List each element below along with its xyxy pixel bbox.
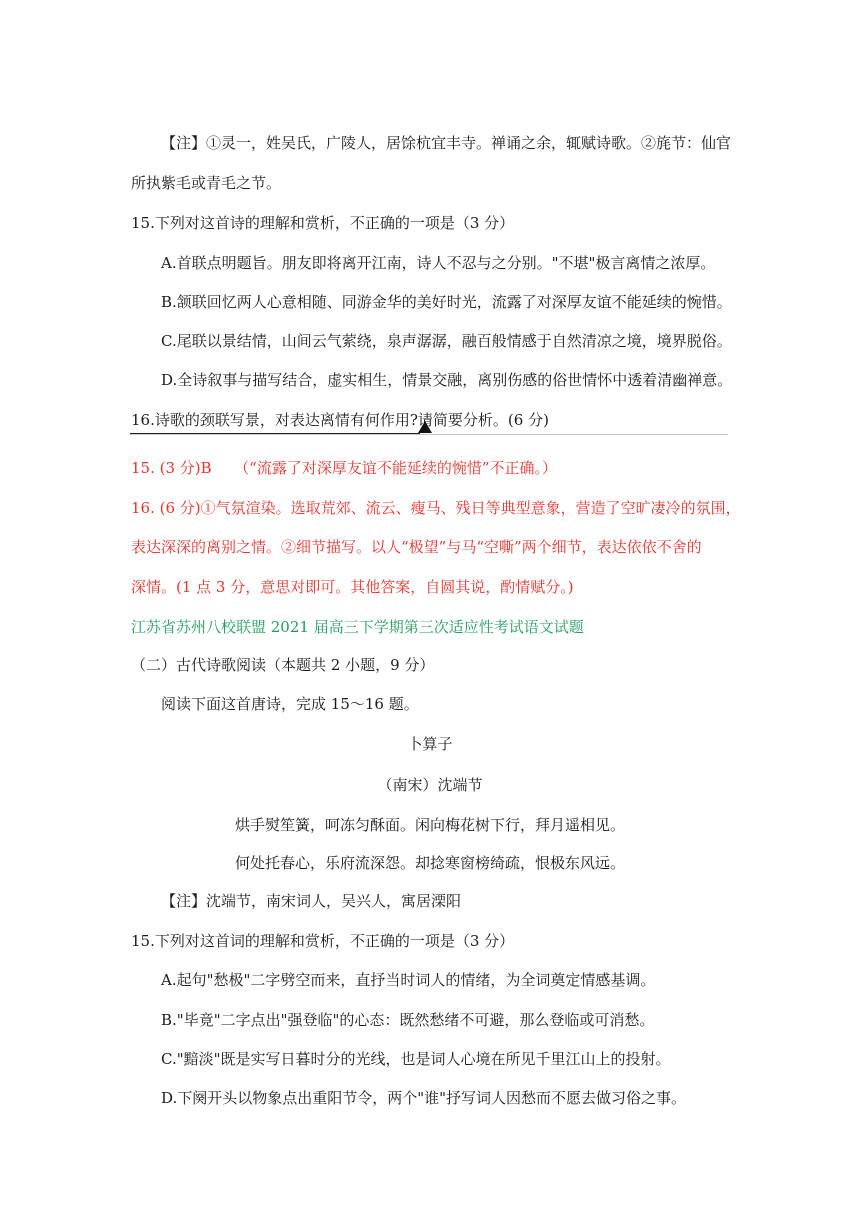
option-c-2: C."黯淡"既是实写日暮时分的光线，也是词人心境在所见千里江山上的投射。 [161, 1050, 671, 1068]
option-b-2: B."毕竟"二字点出"强登临"的心态：既然愁绪不可避，那么登临或可消愁。 [161, 1011, 655, 1029]
option-a: A.首联点明题旨。朋友即将离开江南，诗人不忍与之分别。"不堪"极言离情之浓厚。 [161, 254, 716, 272]
poem-author: （南宋）沈端节 [377, 776, 483, 794]
answer-16-line-3: 深情。(1 点 3 分，意思对即可。其他答案，自圆其说，酌情赋分。) [131, 578, 574, 596]
option-c: C.尾联以景结情，山间云气萦绕，泉声潺潺，融百般情感于自然清凉之境，境界脱俗。 [161, 332, 732, 350]
divider [130, 434, 728, 435]
option-d: D.全诗叙事与描写结合，虚实相生，情景交融，离别伤感的俗世情怀中透着清幽禅意。 [161, 371, 733, 389]
question-16-stem: 16.诗歌的颈联写景，对表达离情有何作用?请简要分析。(6 分) [131, 411, 549, 429]
question-15-stem: 15.下列对这首诗的理解和赏析，不正确的一项是（3 分） [131, 214, 515, 232]
answer-16-line-2: 表达深深的离别之情。②细节描写。以人“极望”与马“空嘶”两个细节，表达依依不舍的 [131, 538, 702, 556]
source-title: 江苏省苏州八校联盟 2021 届高三下学期第三次适应性考试语文试题 [131, 618, 584, 636]
note-line-2: 所执紫毛或青毛之节。 [131, 174, 282, 192]
poem-line-2: 何处托春心，乐府流深怨。却捻寒窗榜绮疏，恨极东风远。 [234, 854, 625, 872]
option-b: B.颔联回忆两人心意相随、同游金华的美好时光，流露了对深厚友谊不能延续的惋惜。 [161, 293, 732, 311]
option-d-2: D.下阕开头以物象点出重阳节令，两个"谁"抒写词人因愁而不愿去做习俗之事。 [161, 1089, 687, 1107]
note-line-1: 【注】①灵一，姓吴氏，广陵人，居馀杭宜丰寺。禅诵之余，辄赋诗歌。②旄节：仙官 [161, 134, 732, 152]
question-15-stem-2: 15.下列对这首词的理解和赏析，不正确的一项是（3 分） [131, 932, 515, 950]
triangle-marker-icon [418, 421, 432, 433]
option-a-2: A.起句"愁极"二字劈空而来，直抒当时词人的情绪，为全词奠定情感基调。 [161, 971, 656, 989]
answer-15: 15. (3 分)B （“流露了对深厚友谊不能延续的惋惜”不正确。） [131, 459, 558, 477]
poem-line-1: 烘手熨笙簧，呵冻匀酥面。闲向梅花树下行，拜月遥相见。 [234, 816, 625, 834]
section-heading: （二）古代诗歌阅读（本题共 2 小题，9 分） [131, 656, 435, 674]
answer-16-line-1: 16. (6 分)①气氛渲染。选取荒郊、流云、瘦马、残日等典型意象，营造了空旷凄冷的氛围， [131, 499, 741, 517]
instruction: 阅读下面这首唐诗，完成 15～16 题。 [161, 695, 419, 713]
poem-title: 卜算子 [407, 735, 453, 753]
poem-note: 【注】沈端节，南宋词人，吴兴人，寓居溧阳 [161, 892, 462, 910]
